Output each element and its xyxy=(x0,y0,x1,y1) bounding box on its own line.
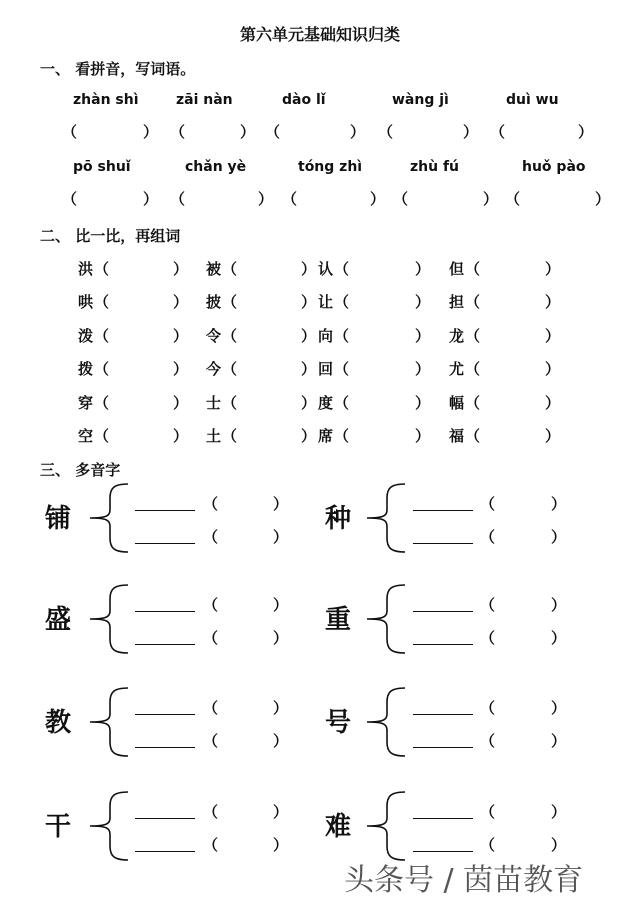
pinyin-1-5: duì wu xyxy=(506,92,559,108)
paren-close: ） xyxy=(545,327,561,345)
answer-blank-1-5[interactable] xyxy=(508,121,576,141)
paren-close: ） xyxy=(273,836,289,854)
compare-blank[interactable] xyxy=(112,325,171,345)
paren-close: ） xyxy=(545,394,561,412)
compare-blank[interactable] xyxy=(112,291,171,311)
answer-blank-1-1[interactable] xyxy=(80,121,141,141)
pinyin-blank[interactable] xyxy=(221,801,271,821)
compare-blank[interactable] xyxy=(352,392,413,412)
paren-close: ） xyxy=(415,293,431,311)
paren-open: （ xyxy=(480,495,496,513)
polyphone-char: 教 xyxy=(45,708,72,738)
answer-line[interactable] xyxy=(413,818,473,819)
pinyin-blank[interactable] xyxy=(221,697,271,717)
answer-blank-2-2[interactable] xyxy=(188,188,256,208)
compare-blank[interactable] xyxy=(352,358,413,378)
answer-line[interactable] xyxy=(413,510,473,511)
polyphone-char: 重 xyxy=(325,605,352,635)
compare-char: 拨 xyxy=(78,360,94,378)
compare-blank[interactable] xyxy=(483,425,543,445)
compare-blank[interactable] xyxy=(112,392,171,412)
paren-open: （ xyxy=(480,596,496,614)
paren-open: （ xyxy=(222,327,238,345)
paren-open: （ xyxy=(480,528,496,546)
compare-blank[interactable] xyxy=(352,291,413,311)
pinyin-2-1: pō shuǐ xyxy=(73,159,131,175)
paren-open: （ xyxy=(480,699,496,717)
answer-blank-1-4[interactable] xyxy=(396,121,461,141)
curly-brace-icon xyxy=(88,790,132,862)
paren-close: ） xyxy=(173,260,189,278)
paren-close: ） xyxy=(551,732,567,750)
paren-open: （ xyxy=(465,427,481,445)
paren-close: ） xyxy=(173,327,189,345)
paren-close: ） xyxy=(273,528,289,546)
compare-char: 担 xyxy=(449,293,465,311)
compare-blank[interactable] xyxy=(483,291,543,311)
curly-brace-icon xyxy=(365,686,409,758)
compare-char: 今 xyxy=(206,360,222,378)
compare-blank[interactable] xyxy=(483,325,543,345)
paren-close: ） xyxy=(578,123,594,141)
compare-blank[interactable] xyxy=(112,358,171,378)
paren-open: （ xyxy=(505,190,521,208)
curly-brace-icon xyxy=(365,790,409,862)
paren-open: （ xyxy=(203,596,219,614)
compare-blank[interactable] xyxy=(352,425,413,445)
paren-open: （ xyxy=(203,495,219,513)
answer-blank-2-3[interactable] xyxy=(300,188,368,208)
paren-close: ） xyxy=(551,699,567,717)
compare-blank[interactable] xyxy=(240,425,299,445)
paren-close: ） xyxy=(545,260,561,278)
paren-open: （ xyxy=(222,260,238,278)
pinyin-blank[interactable] xyxy=(498,526,549,546)
compare-char: 尤 xyxy=(449,360,465,378)
paren-open: （ xyxy=(480,629,496,647)
paren-close: ） xyxy=(350,123,366,141)
pinyin-1-1: zhàn shì xyxy=(73,92,139,108)
polyphone-char: 种 xyxy=(325,504,352,534)
compare-char: 穿 xyxy=(78,394,94,412)
compare-blank[interactable] xyxy=(483,358,543,378)
paren-close: ） xyxy=(273,732,289,750)
paren-open: （ xyxy=(334,427,350,445)
pinyin-blank[interactable] xyxy=(498,594,549,614)
pinyin-blank[interactable] xyxy=(498,627,549,647)
paren-open: （ xyxy=(203,836,219,854)
compare-blank[interactable] xyxy=(240,258,299,278)
paren-open: （ xyxy=(94,293,110,311)
paren-open: （ xyxy=(222,293,238,311)
paren-open: （ xyxy=(465,293,481,311)
compare-char: 向 xyxy=(318,327,334,345)
pinyin-1-2: zāi nàn xyxy=(176,92,233,108)
pinyin-1-3: dào lǐ xyxy=(282,92,326,108)
paren-close: ） xyxy=(551,629,567,647)
paren-open: （ xyxy=(94,260,110,278)
pinyin-blank[interactable] xyxy=(221,594,271,614)
pinyin-blank[interactable] xyxy=(221,526,271,546)
compare-char: 披 xyxy=(206,293,222,311)
paren-open: （ xyxy=(170,190,186,208)
paren-close: ） xyxy=(463,123,479,141)
compare-char: 席 xyxy=(318,427,334,445)
paren-close: ） xyxy=(173,427,189,445)
answer-line[interactable] xyxy=(135,611,195,612)
polyphone-char: 号 xyxy=(325,708,352,738)
curly-brace-icon xyxy=(365,482,409,554)
compare-blank[interactable] xyxy=(483,258,543,278)
paren-open: （ xyxy=(480,732,496,750)
paren-open: （ xyxy=(334,360,350,378)
paren-close: ） xyxy=(273,629,289,647)
pinyin-2-2: chǎn yè xyxy=(185,159,247,175)
answer-line[interactable] xyxy=(135,644,195,645)
pinyin-blank[interactable] xyxy=(221,627,271,647)
paren-open: （ xyxy=(222,394,238,412)
paren-close: ） xyxy=(143,190,159,208)
curly-brace-icon xyxy=(88,482,132,554)
paren-open: （ xyxy=(480,836,496,854)
paren-close: ） xyxy=(415,260,431,278)
pinyin-blank[interactable] xyxy=(498,730,549,750)
compare-blank[interactable] xyxy=(112,425,171,445)
pinyin-2-4: zhù fú xyxy=(410,159,460,175)
paren-close: ） xyxy=(595,190,611,208)
compare-blank[interactable] xyxy=(240,392,299,412)
paren-close: ） xyxy=(415,394,431,412)
paren-open: （ xyxy=(222,427,238,445)
curly-brace-icon xyxy=(365,583,409,655)
answer-line[interactable] xyxy=(135,747,195,748)
paren-close: ） xyxy=(173,293,189,311)
pinyin-1-4: wàng jì xyxy=(392,92,449,108)
paren-open: （ xyxy=(94,360,110,378)
pinyin-2-3: tóng zhì xyxy=(298,159,363,175)
curly-brace-icon xyxy=(88,686,132,758)
pinyin-blank[interactable] xyxy=(498,801,549,821)
paren-close: ） xyxy=(273,699,289,717)
paren-close: ） xyxy=(173,360,189,378)
compare-char: 认 xyxy=(318,260,334,278)
polyphone-char: 盛 xyxy=(45,605,72,635)
curly-brace-icon xyxy=(88,583,132,655)
compare-blank[interactable] xyxy=(352,258,413,278)
answer-blank-2-4[interactable] xyxy=(411,188,481,208)
answer-blank-2-1[interactable] xyxy=(80,188,141,208)
paren-close: ） xyxy=(415,327,431,345)
polyphone-char: 干 xyxy=(45,812,72,842)
paren-close: ） xyxy=(551,836,567,854)
compare-char: 令 xyxy=(206,327,222,345)
paren-close: ） xyxy=(301,394,317,412)
polyphone-char: 难 xyxy=(325,812,352,842)
paren-open: （ xyxy=(94,327,110,345)
compare-char: 被 xyxy=(206,260,222,278)
paren-close: ） xyxy=(415,360,431,378)
answer-line[interactable] xyxy=(413,644,473,645)
pinyin-2-5: huǒ pào xyxy=(522,159,586,175)
paren-close: ） xyxy=(370,190,386,208)
answer-line[interactable] xyxy=(413,543,473,544)
pinyin-blank[interactable] xyxy=(221,834,271,854)
pinyin-blank[interactable] xyxy=(498,697,549,717)
compare-blank[interactable] xyxy=(240,291,299,311)
section2-heading: 二、 比一比，再组词 xyxy=(40,227,181,245)
answer-line[interactable] xyxy=(413,851,473,852)
paren-open: （ xyxy=(203,629,219,647)
section1-heading: 一、 看拼音，写词语。 xyxy=(40,60,196,78)
paren-close: ） xyxy=(301,260,317,278)
paren-close: ） xyxy=(545,427,561,445)
answer-line[interactable] xyxy=(413,714,473,715)
paren-close: ） xyxy=(301,427,317,445)
paren-close: ） xyxy=(545,293,561,311)
paren-close: ） xyxy=(173,394,189,412)
pinyin-blank[interactable] xyxy=(221,730,271,750)
answer-line[interactable] xyxy=(413,611,473,612)
paren-open: （ xyxy=(334,260,350,278)
paren-close: ） xyxy=(143,123,159,141)
answer-line[interactable] xyxy=(135,510,195,511)
paren-close: ） xyxy=(545,360,561,378)
compare-blank[interactable] xyxy=(112,258,171,278)
paren-close: ） xyxy=(301,327,317,345)
paren-open: （ xyxy=(334,293,350,311)
paren-close: ） xyxy=(273,596,289,614)
paren-close: ） xyxy=(415,427,431,445)
compare-char: 但 xyxy=(449,260,465,278)
compare-char: 洪 xyxy=(78,260,94,278)
compare-char: 让 xyxy=(318,293,334,311)
paren-close: ） xyxy=(273,495,289,513)
pinyin-blank[interactable] xyxy=(221,493,271,513)
paren-open: （ xyxy=(222,360,238,378)
pinyin-blank[interactable] xyxy=(498,834,549,854)
answer-line[interactable] xyxy=(135,714,195,715)
paren-open: （ xyxy=(203,699,219,717)
paren-close: ） xyxy=(483,190,499,208)
paren-open: （ xyxy=(465,360,481,378)
compare-char: 幅 xyxy=(449,394,465,412)
paren-open: （ xyxy=(465,260,481,278)
compare-char: 福 xyxy=(449,427,465,445)
paren-open: （ xyxy=(62,123,78,141)
paren-close: ） xyxy=(301,360,317,378)
paren-open: （ xyxy=(465,394,481,412)
paren-open: （ xyxy=(480,803,496,821)
paren-open: （ xyxy=(282,190,298,208)
paren-close: ） xyxy=(551,596,567,614)
paren-open: （ xyxy=(334,327,350,345)
compare-blank[interactable] xyxy=(240,358,299,378)
paren-open: （ xyxy=(465,327,481,345)
compare-blank[interactable] xyxy=(240,325,299,345)
compare-char: 土 xyxy=(206,427,222,445)
paren-close: ） xyxy=(551,528,567,546)
paren-open: （ xyxy=(203,803,219,821)
answer-line[interactable] xyxy=(413,747,473,748)
answer-blank-1-2[interactable] xyxy=(188,121,238,141)
paren-open: （ xyxy=(62,190,78,208)
paren-open: （ xyxy=(378,123,394,141)
paren-close: ） xyxy=(240,123,256,141)
paren-close: ） xyxy=(551,495,567,513)
paren-open: （ xyxy=(393,190,409,208)
compare-char: 哄 xyxy=(78,293,94,311)
answer-blank-1-3[interactable] xyxy=(283,121,348,141)
paren-open: （ xyxy=(334,394,350,412)
paren-open: （ xyxy=(490,123,506,141)
watermark: 头条号 / 茵苗教育 xyxy=(344,863,584,898)
compare-char: 泼 xyxy=(78,327,94,345)
paren-close: ） xyxy=(301,293,317,311)
answer-line[interactable] xyxy=(135,543,195,544)
paren-open: （ xyxy=(94,427,110,445)
compare-char: 度 xyxy=(318,394,334,412)
answer-blank-2-5[interactable] xyxy=(523,188,593,208)
paren-open: （ xyxy=(203,732,219,750)
paren-open: （ xyxy=(265,123,281,141)
paren-open: （ xyxy=(170,123,186,141)
paren-close: ） xyxy=(273,803,289,821)
page-title: 第六单元基础知识归类 xyxy=(239,25,400,44)
compare-char: 空 xyxy=(78,427,94,445)
answer-line[interactable] xyxy=(135,818,195,819)
pinyin-blank[interactable] xyxy=(498,493,549,513)
paren-open: （ xyxy=(203,528,219,546)
compare-char: 士 xyxy=(206,394,222,412)
compare-char: 回 xyxy=(318,360,334,378)
answer-line[interactable] xyxy=(135,851,195,852)
paren-close: ） xyxy=(551,803,567,821)
compare-blank[interactable] xyxy=(483,392,543,412)
section3-heading: 三、 多音字 xyxy=(40,461,121,479)
paren-close: ） xyxy=(258,190,274,208)
paren-open: （ xyxy=(94,394,110,412)
compare-char: 龙 xyxy=(449,327,465,345)
polyphone-char: 铺 xyxy=(45,504,72,534)
compare-blank[interactable] xyxy=(352,325,413,345)
